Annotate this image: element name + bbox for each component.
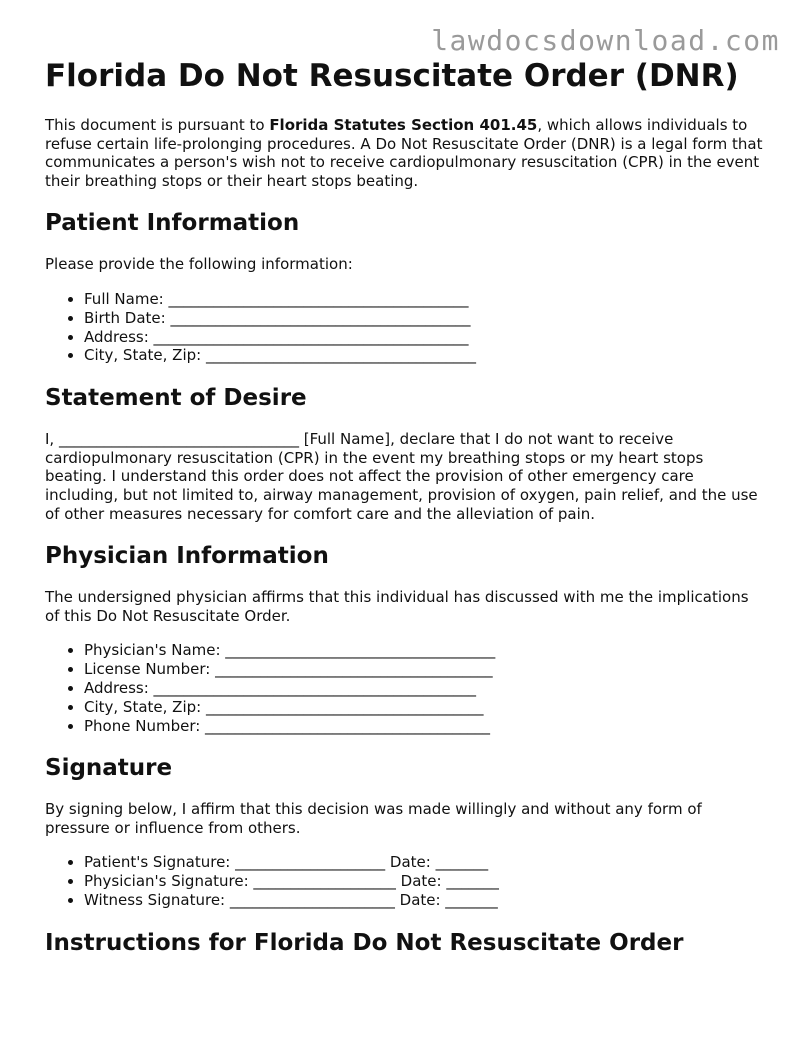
patient-prompt: Please provide the following information: bbox=[45, 255, 353, 274]
instructions-heading: Instructions for Florida Do Not Resuscitate Order bbox=[45, 929, 684, 956]
physician-address-field[interactable]: • Address: ___________________________________________ bbox=[84, 679, 765, 698]
patient-address-field[interactable]: • Address: __________________________________________ bbox=[84, 328, 765, 347]
signature-paragraph: By signing below, I affirm that this decision was made willingly and without any form of pressure or influence from others. bbox=[45, 800, 702, 837]
patient-birth-date-field[interactable]: • Birth Date: ________________________________________ bbox=[84, 309, 765, 328]
intro-paragraph bbox=[45, 116, 765, 190]
patient-city-state-zip-field[interactable]: • City, State, Zip: ____________________________________ bbox=[84, 346, 765, 365]
intro-text-after: , which allows individuals to refuse certain life-prolonging procedures. A Do Not Resuscitate Order (DNR) is a legal form that communicates a person's wish not to receive cardiopulmonary resuscitation (CPR) in the event their breathing stops or their heart stops beating. bbox=[45, 116, 763, 190]
physician-name-field[interactable]: • Physician's Name: ____________________________________ bbox=[84, 641, 765, 660]
patient-fields-list bbox=[45, 290, 765, 365]
physician-heading: Physician Information bbox=[45, 543, 329, 570]
intro-text-before: This document is pursuant to bbox=[45, 116, 270, 134]
document-page bbox=[45, 58, 765, 957]
physician-paragraph: The undersigned physician affirms that this individual has discussed with me the implications of this Do Not Resuscitate Order. bbox=[45, 588, 749, 625]
page-title: Florida Do Not Resuscitate Order (DNR) bbox=[45, 58, 739, 94]
physician-license-field[interactable]: • License Number: _____________________________________ bbox=[84, 660, 765, 679]
signature-heading: Signature bbox=[45, 755, 173, 782]
physician-fields-list bbox=[45, 641, 765, 735]
statute-reference: Florida Statutes Section 401.45 bbox=[269, 116, 538, 134]
patient-signature-field[interactable]: • Patient's Signature: ____________________ Date: _______ bbox=[84, 853, 765, 872]
physician-city-state-zip-field[interactable]: • City, State, Zip: _____________________________________ bbox=[84, 698, 765, 717]
statement-paragraph: I, ________________________________ [Full Name], declare that I do not want to receive cardiopulmonary resuscitation (CPR) in the event my breathing stops or my heart stops beating. I understand this order does not affect the provision of other emergency care including, but not limited to, airway management, provision of oxygen, pain relief, and the use of other measures necessary for comfort care and the alleviation of pain. bbox=[45, 430, 758, 523]
patient-full-name-field[interactable]: • Full Name: ________________________________________ bbox=[84, 290, 765, 309]
patient-heading: Patient Information bbox=[45, 210, 300, 237]
physician-phone-field[interactable]: • Phone Number: ______________________________________ bbox=[84, 717, 765, 736]
physician-signature-field[interactable]: • Physician's Signature: ___________________ Date: _______ bbox=[84, 872, 765, 891]
statement-heading: Statement of Desire bbox=[45, 385, 307, 412]
signature-fields-list bbox=[45, 853, 765, 909]
watermark: lawdocsdownload.com bbox=[431, 24, 780, 57]
witness-signature-field[interactable]: • Witness Signature: ______________________ Date: _______ bbox=[84, 891, 765, 910]
